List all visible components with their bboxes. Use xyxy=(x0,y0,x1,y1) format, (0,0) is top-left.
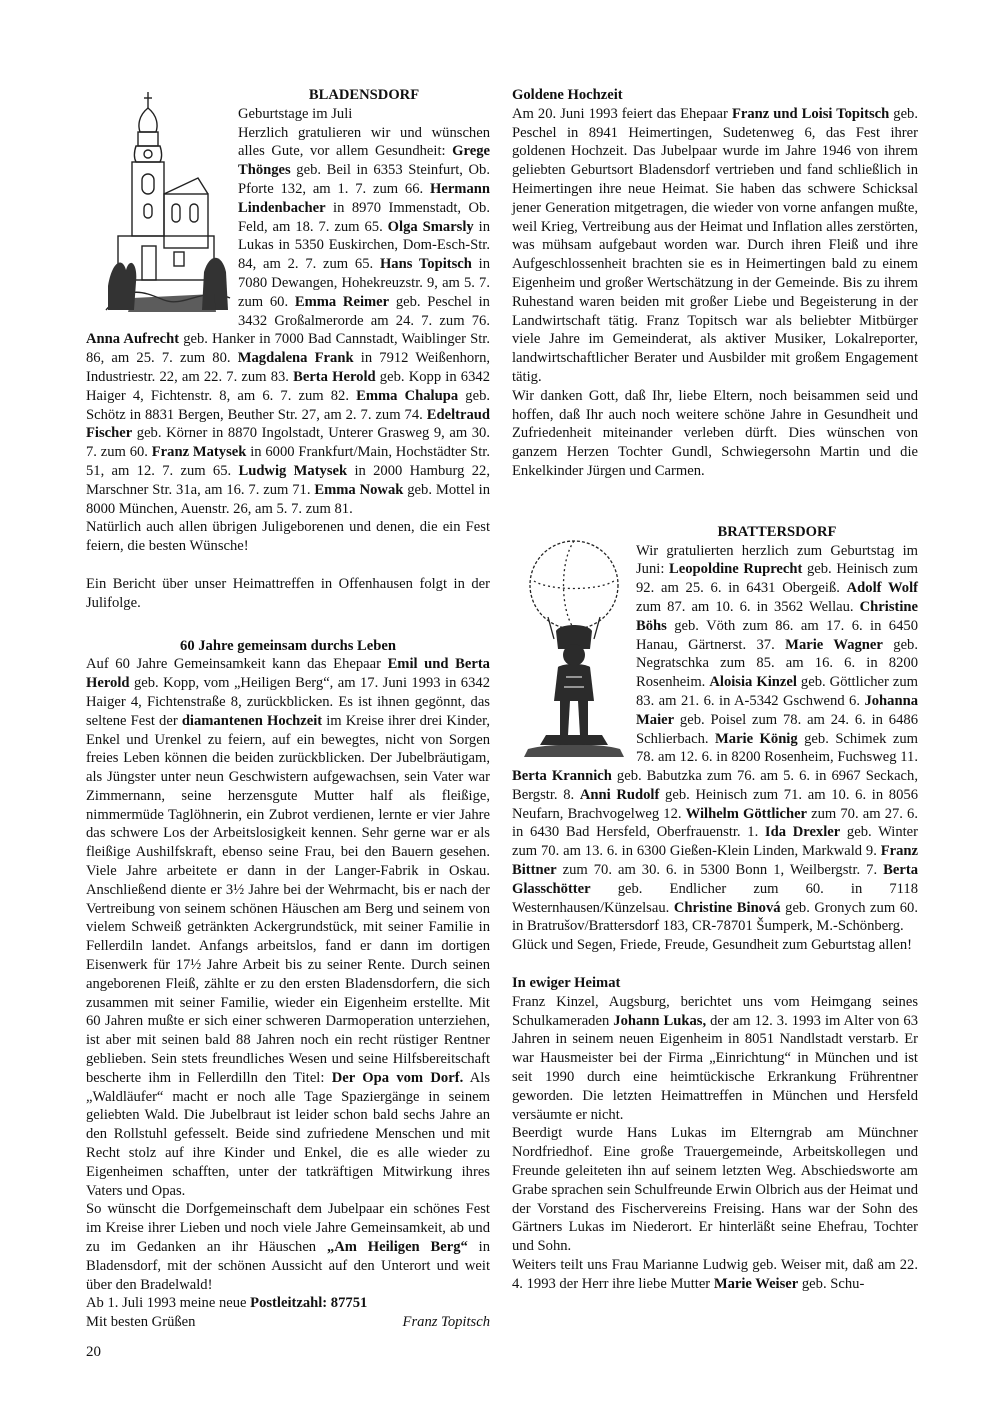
atlas-statue-illustration xyxy=(520,531,628,763)
bold-name: Franz und Loisi Topitsch xyxy=(731,105,890,122)
bold-name: Hans Topitsch xyxy=(379,256,472,273)
bold-name: Anni Rudolf xyxy=(579,786,660,803)
brattersdorf-blessing: Glück und Segen, Friede, Freude, Gesundheit zum Geburtstag allen! xyxy=(512,937,913,954)
bold-name: Berta Glasschötter xyxy=(512,862,918,897)
eternal-home-body: Franz Kinzel, Augsburg, berichtet uns vom Heimgang seines Schulkameraden Johann Lukas, der am 12. 3. 1993 im Alter von 63 Jahren in seinem neuen Eigenheim in 8051 Nandlstadt verstarb. Er war Hausmeister bei der Firma „Einrichtung“ in München und ist seit 1990 durch eine heimtückische Erkrankung Frührentner geworden. Die letzten Heimattreffen in München und Hersfeld versäumte er nicht. xyxy=(512,993,919,1123)
bold-name: Aloisia Kinzel xyxy=(709,674,797,691)
golden-wedding-thanks: Wir danken Gott, daß Ihr, liebe Eltern, noch beisammen seid und hoffen, daß Ihr auch noch weitere schöne Jahre in Gesundheit und Zufriedenheit miteinander verleben dürft. Dies wünschen von ganzem Herzen Tochter Gundl, Schwiegersohn Martin und die Enkelkinder Jürgen und Carmen. xyxy=(512,387,918,479)
right-column xyxy=(512,86,918,1294)
bold-name: Wilhelm Göttlicher xyxy=(685,805,808,822)
bold-name: Postleitzahl: 87751 xyxy=(250,1295,368,1312)
bold-name: Franz Matysek xyxy=(151,444,247,461)
bold-name: Der Opa vom Dorf. xyxy=(331,1069,464,1086)
greeting: Mit besten Grüßen xyxy=(86,1314,196,1331)
bladensdorf-subtitle: Geburtstage im Juli xyxy=(238,105,353,122)
bold-name: Marie Wagner xyxy=(785,636,883,653)
page-number: 20 xyxy=(86,1344,101,1360)
sixty-years-title: 60 Jahre gemeinsam durchs Leben xyxy=(180,637,396,654)
bold-name: Adolf Wolf xyxy=(846,580,918,597)
bold-name: Grege Thönges xyxy=(238,143,490,179)
bladensdorf-title: BLADENSDORF xyxy=(308,87,420,103)
eternal-home-title: In ewiger Heimat xyxy=(512,975,621,992)
bold-name: Anna Aufrecht xyxy=(86,331,180,348)
bold-name: Christine Binová xyxy=(673,899,781,916)
signature-line xyxy=(86,1313,490,1332)
golden-wedding-title: Goldene Hochzeit xyxy=(512,87,623,103)
church-illustration xyxy=(104,86,232,314)
bold-name: Berta Krannich xyxy=(512,768,612,785)
bold-name: Ida Drexler xyxy=(764,824,841,841)
golden-wedding-body: Am 20. Juni 1993 feiert das Ehepaar Franz und Loisi Topitsch geb. Peschel in 8941 Heimertingen, Sudetenweg 6, das Fest ihrer goldenen Hochzeit. Das Jubelpaar wurde im Jahre 1946 von ihrem geliebten Geburtsort Bladensdorf vertrieben und fand schließlich in Heimertingen ihre neue Heimat. Sie haben das schwere Schicksal jener Generation mitgetragen, die wieder von vorne anfangen mußte, weil Krieg, Vertreibung aus der Heimat und Inflation alles zerstörten, was mühsam aufgebaut worden war. Durch ihren Fleiß und ihre Aufgeschlossenheit brachten sie es in Heimertingen bald zu einem Eigenheim und großer Wertschätzung in der Gemeinde. Bis zu ihrem Ruhestand waren beiden mit großer Liebe und Begeisterung in der Landwirtschaft tätig. Franz Topitsch war als beliebter Mitbürger viele Jahre im Gemeinderat, als aktiver Musiker, Lokalreporter, landwirtschaftlicher Berater und Ausbilder mit großem Engagement tätig. xyxy=(512,105,918,385)
bold-name: Franz Bittner xyxy=(512,843,918,879)
sixty-years-body: Auf 60 Jahre Gemeinsamkeit kann das Ehepaar Emil und Berta Herold geb. Kopp, vom „Heiligen Berg“, am 17. Juni 1993 in 6342 Haiger 4, Fichtenstraße 8, zurückblicken. Es ist ihnen gegönnt, das seltene Fest der diamantenen Hochzeit im Kreise ihrer drei Kinder, Enkel und Urenkel zu feiern, auf ein bewegtes, nicht von Sorgen freies Leben können die beiden zurückblicken. Der Jubelbräutigam, als Jüngster unter neun Geschwistern aufgewachsen, sein Vater war Zimmernann, seine herzensgute Mutter half als fleißige, nimmermüde Taglöhnerin, ein Zubrot verdienen, lernte er vier Jahre das schwere Los der Arbeitslosigkeit kennen. Sehr gerne war er als fleißige Aushilfskraft, ebenso seine Frau, bei den Bauern gesehen. Viele Jahre arbeitete er dann in der Langer-Fabrik in Oskau. Anschließend diente er 3½ Jahre bei der Wehrmacht, bis er nach der Vertreibung von seinem schönen Häuschen am Berg und seinem von vielem Schweiß getränkten Ackergrundstück, mit seiner Familie in Fellerdiln landet. Anfangs arbeitslos, fand er dann im dortigen Eisenwerk für 17½ Jahre Arbeit bis zu seiner Rente. Durch seinen angeborenen Fleiß, zählte er zu den ersten Bladensdorfern, die sich zusammen mit seiner Familie, wieder ein Eigenheim erstellte. Mit 60 Jahren mußte er sich einer schweren Darmoperation unterziehen, ist aber mit seinen bald 88 Jahren noch ein recht rüstiger Rentner geblieben. Sein stets freundliches Wesen und seine Hilfsbereitschaft bescherte ihm in Fellerdilln den Titel: Der Opa vom Dorf. Als „Waldläufer“ macht er noch alle Tage Spaziergänge in seinem geliebten Wald. Die Jubelbraut ist leider schon bald sechs Jahre an den Rollstuhl gefesselt. Beide sind zufriedene Menschen und mit Recht stolz auf ihre Kinder und Enkel, die es alle wieder zu Eigenheimen schafften, unter der tatkräftigen Mitwirkung ihres Vaters und Opas. xyxy=(86,656,490,1199)
bold-name: Marie König xyxy=(715,730,798,747)
bold-name: Johann Lukas, xyxy=(613,1012,707,1029)
bold-name: Johanna Maier xyxy=(636,692,918,728)
sixty-years-wish: So wünscht die Dorfgemeinschaft dem Jubelpaar ein schönes Fest im Kreise ihrer Lieben und noch viele Jahre Gemeinsamkeit, ab und zu im Gedanken an ihr Häuschen „Am Heiligen Berg“ in Bladensdorf, mit der schönen Aussicht auf den Unterort und weit über den Bradelwald! xyxy=(86,1201,490,1293)
postcode-note: Ab 1. Juli 1993 meine neue Postleitzahl: 87751 xyxy=(86,1295,368,1312)
bold-name: diamantenen Hochzeit xyxy=(181,712,323,729)
signature: Franz Topitsch xyxy=(402,1314,490,1331)
left-column xyxy=(86,86,490,1332)
bold-name: Leopoldine Ruprecht xyxy=(669,561,803,578)
bold-name: Christine Böhs xyxy=(636,598,918,634)
bladensdorf-closing: Natürlich auch allen übrigen Juligeborenen und denen, die ein Fest feiern, die besten Wünsche! xyxy=(86,519,490,555)
bold-name: „Am Heiligen Berg“ xyxy=(326,1239,468,1256)
bold-name: Emma Chalupa xyxy=(356,387,459,404)
brattersdorf-title: BRATTERSDORF xyxy=(717,523,837,540)
bold-name: Olga Smarsly xyxy=(387,218,474,235)
report-note: Ein Bericht über unser Heimattreffen in Offenhausen folgt in der Julifolge. xyxy=(86,575,490,611)
bold-name: Emma Nowak xyxy=(314,481,404,498)
bold-name: Emma Reimer xyxy=(294,293,390,310)
bold-name: Magdalena Frank xyxy=(237,350,354,367)
brattersdorf-birthdays: Wir gratulierten herzlich zum Geburtstag im Juni: Leopoldine Ruprecht geb. Heinisch zum 92. am 25. 6. in 6431 Obergeiß. Adolf Wolf zum 87. am 10. 6. in 3562 Wellau. Christine Böhs geb. Vöth zum 86. am 17. 6. in 6450 Hanau, Gärtnerst. 37. Marie Wagner geb. Negratschka zum 85. am 16. 6. in 8200 Rosenheim. Aloisia Kinzel geb. Göttlicher zum 83. am 21. 6. in A-5342 Gschwend 6. Johanna Maier geb. Poisel zum 78. am 24. 6. in 6486 Schlierbach. Marie König geb. Schimek zum 78. am 12. 6. in 8200 Rosenheim, Fuchsweg 11. Berta Krannich geb. Babutzka zum 76. am 5. 6. in 6967 Seckach, Bergstr. 8. Anni Rudolf geb. Heinisch zum 71. am 10. 6. in 8056 Neufarn, Brachvogelweg 12. Wilhelm Göttlicher zum 70. am 27. 6. in 6430 Bad Hersfeld, Oberfrauenstr. 1. Ida Drexler geb. Winter zum 70. am 13. 6. in 6300 Gießen-Klein Linden, Markwald 9. Franz Bittner zum 70. am 30. 6. in 5300 Bonn 1, Weilbergstr. 7. Berta Glasschötter geb. Endlicher zum 60. in 7118 Westernhausen/Künzelsau. Christine Binová geb. Gronych zum 60. in Bratrušov/Brattersdorf 183, CR-78701 Šumperk, M.-Schönberg. xyxy=(512,542,919,935)
eternal-home-final: Weiters teilt uns Frau Marianne Ludwig geb. Weiser mit, daß am 22. 4. 1993 der Herr ihre liebe Mutter Marie Weiser geb. Schu- xyxy=(512,1257,918,1292)
bold-name: Ludwig Matysek xyxy=(238,462,348,479)
bold-name: Hermann Lindenbacher xyxy=(238,180,490,216)
bold-name: Marie Weiser xyxy=(713,1275,799,1292)
bold-name: Emil und Berta Herold xyxy=(86,656,490,692)
bladensdorf-birthdays: Herzlich gratulieren wir und wünschen alles Gute, vor allem Gesundheit: Grege Thönges geb. Beil in 6353 Steinfurt, Ob. Pforte 132, am 1. 7. zum 66. Hermann Lindenbacher in 8970 Immenstadt, Ob. Feld, am 18. 7. zum 65. Olga Smarsly in Lukas in 5350 Euskirchen, Dom-Esch-Str. 84, am 2. 7. zum 65. Hans Topitsch in 7080 Dewangen, Hohekreuzstr. 9, am 5. 7. zum 60. Emma Reimer geb. Peschel in 3432 Großalmerorde am 24. 7. zum 76. Anna Aufrecht geb. Hanker in 7000 Bad Cannstadt, Waiblinger Str. 86, am 25. 7. zum 80. Magdalena Frank in 7912 Weißenhorn, Industriestr. 22, am 22. 7. zum 83. Berta Herold geb. Kopp in 6342 Haiger 4, Fichtenstr. 8, am 6. 7. zum 82. Emma Chalupa geb. Schötz in 8831 Bergen, Beuther Str. 27, am 2. 7. zum 74. Edeltraud Fischer geb. Körner in 8870 Ingolstadt, Unterer Grasweg 9, am 30. 7. zum 60. Franz Matysek in 6000 Frankfurt/Main, Hochstädter Str. 51, am 12. 7. zum 65. Ludwig Matysek in 2000 Hamburg 22, Marschner Str. 31a, am 16. 7. zum 71. Emma Nowak geb. Mottel in 8000 München, Auenstr. 26, am 5. 7. zum 81. xyxy=(86,124,491,517)
bold-name: Edeltraud Fischer xyxy=(86,406,490,442)
bold-name: Berta Herold xyxy=(293,368,376,385)
eternal-home-burial: Beerdigt wurde Hans Lukas im Elterngrab am Münchner Nordfriedhof. Eine große Trauergemeinde, Arbeitskollegen und Freunde geleiteten ihn auf seinem letzten Weg. Abschiedsworte am Grabe sprachen sein Schulfreunde Erwin Olbrich aus der Heimat und der Vorstand des Fischervereins Freising. Hans war der Sohn des Gärtners Lukas im Niederort. Er hinterläßt seine Ehefrau, Tochter und Sohn. xyxy=(512,1125,918,1255)
